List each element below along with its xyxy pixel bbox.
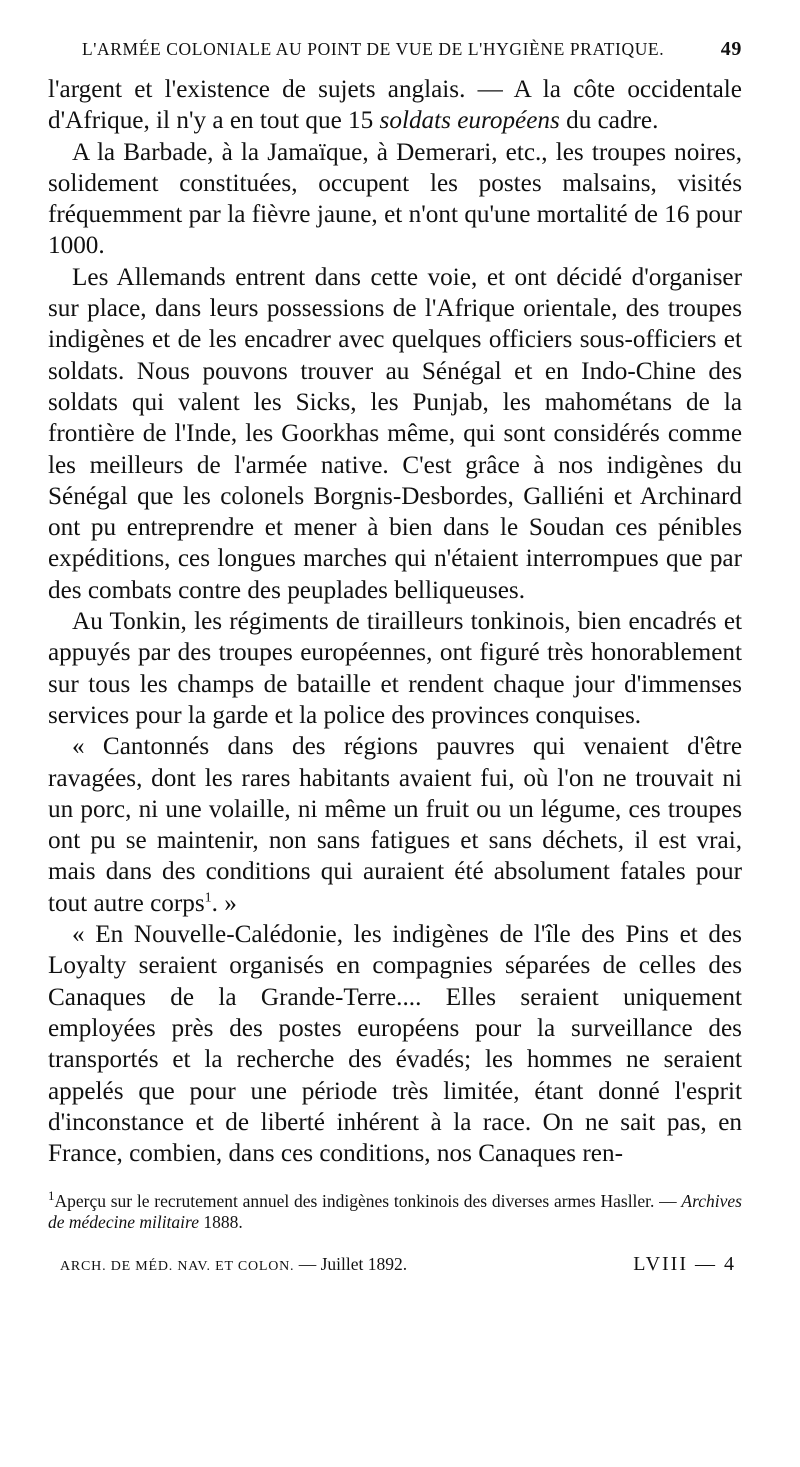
paragraph-4: Au Tonkin, les régiments de tirailleurs tonkinois, bien encadrés et appuyés par des troupes européennes, ont figuré très honorablement sur tous les champs de bataille et rendent chaque jour d'immenses services pour la garde et la police des provinces conquises. (48, 608, 742, 729)
journal-abbrev: ARCH. DE MÉD. NAV. ET COLON. (60, 1259, 295, 1275)
paragraph-2: A la Barbade, à la Jamaïque, à Demerari, etc., les troupes noires, solidement constituées, occupent les postes malsains, visités fréquemment par la fièvre jaune, et n'ont qu'une mortalité de 16 pour 1000. (48, 138, 742, 260)
emphasis: soldats européens (379, 107, 560, 135)
issue-date: — Juillet 1892. (298, 1254, 408, 1275)
page-footer (48, 1253, 742, 1276)
paragraph-1: l'argent et l'existence de sujets anglais. — A la côte occidentale d'Afrique, il n'y a en tout que 15 soldats européens du cadre. (48, 76, 742, 135)
footnote (48, 1185, 742, 1233)
signature-mark: LVIII — 4 (633, 1253, 736, 1276)
page-number: 49 (720, 38, 742, 60)
paragraph-5: « Cantonnés dans des régions pauvres qui venaient d'être ravagées, dont les rares habitants avaient fui, où l'on ne trouvait ni un porc, ni une volaille, ni même un fruit ou un légume, ces troupes ont pu se maintenir, non sans fatigues et sans déchets, il est vrai, mais dans des conditions qui auraient été absolument fatales pour tout autre corps$^1$. » (48, 733, 742, 917)
running-title: L'ARMÉE COLONIALE AU POINT DE VUE DE L'HYGIÈNE PRATIQUE. (82, 39, 665, 59)
running-header (48, 38, 742, 74)
body-text (48, 74, 742, 1169)
footnote-journal: Archives de médecine militaire (48, 1191, 742, 1233)
footnote-mark: 1 (48, 1188, 55, 1204)
paragraph-6: « En Nouvelle-Calédonie, les indigènes de l'île des Pins et des Loyalty seraient organisés en compagnies séparées de celles des Canaques de la Grande-Terre.... Elles seraient uniquement employées près des postes européens pour la surveillance des transportés et la recherche des évadés; les hommes ne seraient appelés que pour une période très limitée, étant donné l'esprit d'inconstance et de liberté inhérent à la race. On ne sait pas, en France, combien, dans ces conditions, nos Canaques ren- (48, 921, 742, 1168)
footnote-year: 1888. (203, 1212, 243, 1233)
footnote-text: Aperçu sur le recrutement annuel des indigènes tonkinois des diverses armes Hasller. — (54, 1191, 682, 1212)
paragraph-3: Les Allemands entrent dans cette voie, et ont décidé d'organiser sur place, dans leurs possessions de l'Afrique orientale, des troupes indigènes et de les encadrer avec quelques officiers sous-officiers et soldats. Nous pouvons trouver au Sénégal et en Indo-Chine des soldats qui valent les Sicks, les Punjab, les mahométans de la frontière de l'Inde, les Goorkhas même, qui sont considérés comme les meilleurs de l'armée native. C'est grâce à nos indigènes du Sénégal que les colonels Borgnis-Desbordes, Galliéni et Archinard ont pu entreprendre et mener à bien dans le Soudan ces pénibles expéditions, ces longues marches qui n'étaient interrompues que par des combats contre des peuplades belliqueuses. (48, 263, 742, 604)
footnote-ref: 1 (204, 890, 212, 906)
